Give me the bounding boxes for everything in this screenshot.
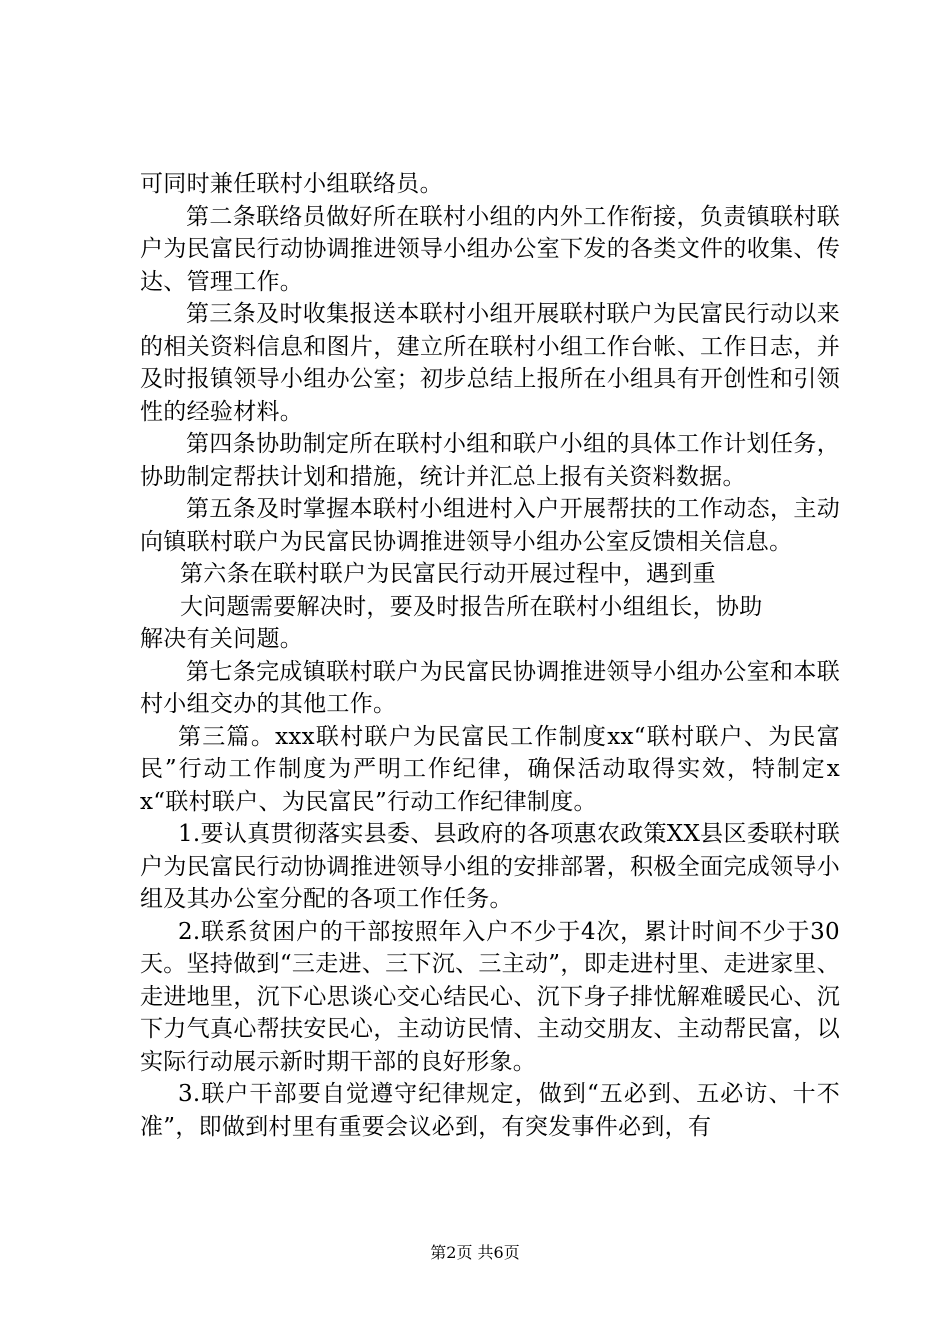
paragraph-article-7: 第七条完成镇联村联户为民富民协调推进领导小组办公室和本联村小组交办的其他工作。 bbox=[140, 658, 840, 717]
paragraph-article-3: 第三条及时收集报送本联村小组开展联村联户为民富民行动以来的相关资料信息和图片，建立所在联村小组工作台帐、工作日志，并及时报镇领导小组办公室；初步总结上报所在小组具有开创性和引领性的经验材料。 bbox=[140, 301, 840, 425]
paragraph-article-4: 第四条协助制定所在联村小组和联户小组的具体工作计划任务，协助制定帮扶计划和措施，统计并汇总上报有关资料数据。 bbox=[140, 431, 840, 490]
document-body bbox=[140, 168, 840, 1143]
paragraph-article-6 bbox=[140, 558, 840, 656]
paragraph-item-2: 2.联系贫困户的干部按照年入户不少于4次，累计时间不少于30天。坚持做到“三走进、三下沉、三主动”，即走进村里、走进家里、走进地里，沉下心思谈心交心结民心、沉下身子排忧解难暖民心、沉下力气真心帮扶安民心，主动访民情、主动交朋友、主动帮民富，以实际行动展示新时期干部的良好形象。 bbox=[140, 918, 840, 1075]
paragraph-item-3: 3.联户干部要自觉遵守纪律规定，做到“五必到、五必访、十不准”，即做到村里有重要会议必到，有突发事件必到，有 bbox=[140, 1081, 840, 1140]
paragraph-continuation: 可同时兼任联村小组联络员。 bbox=[140, 171, 443, 197]
article-6-line-1: 第六条在联村联户为民富民行动开展过程中，遇到重 bbox=[180, 561, 716, 587]
article-6-line-2: 大问题需要解决时，要及时报告所在联村小组组长，协助 bbox=[180, 593, 763, 620]
paragraph-article-5: 第五条及时掌握本联村小组进村入户开展帮扶的工作动态，主动向镇联村联户为民富民协调推进领导小组办公室反馈相关信息。 bbox=[140, 496, 840, 555]
paragraph-article-2: 第二条联络员做好所在联村小组的内外工作衔接，负责镇联村联户为民富民行动协调推进领导小组办公室下发的各类文件的收集、传达、管理工作。 bbox=[140, 203, 840, 295]
article-6-line-3: 解决有关问题。 bbox=[140, 626, 304, 652]
paragraph-section-3: 第三篇。xxx联村联户为民富民工作制度xx“联村联户、为民富民”行动工作制度为严明工作纪律，确保活动取得实效，特制定xx“联村联户、为民富民”行动工作纪律制度。 bbox=[140, 723, 840, 815]
paragraph-item-1: 1.要认真贯彻落实县委、县政府的各项惠农政策XX县区委联村联户为民富民行动协调推进领导小组的安排部署，积极全面完成领导小组及其办公室分配的各项工作任务。 bbox=[140, 821, 840, 912]
page-footer: 第2页 共6页 bbox=[430, 1243, 520, 1262]
